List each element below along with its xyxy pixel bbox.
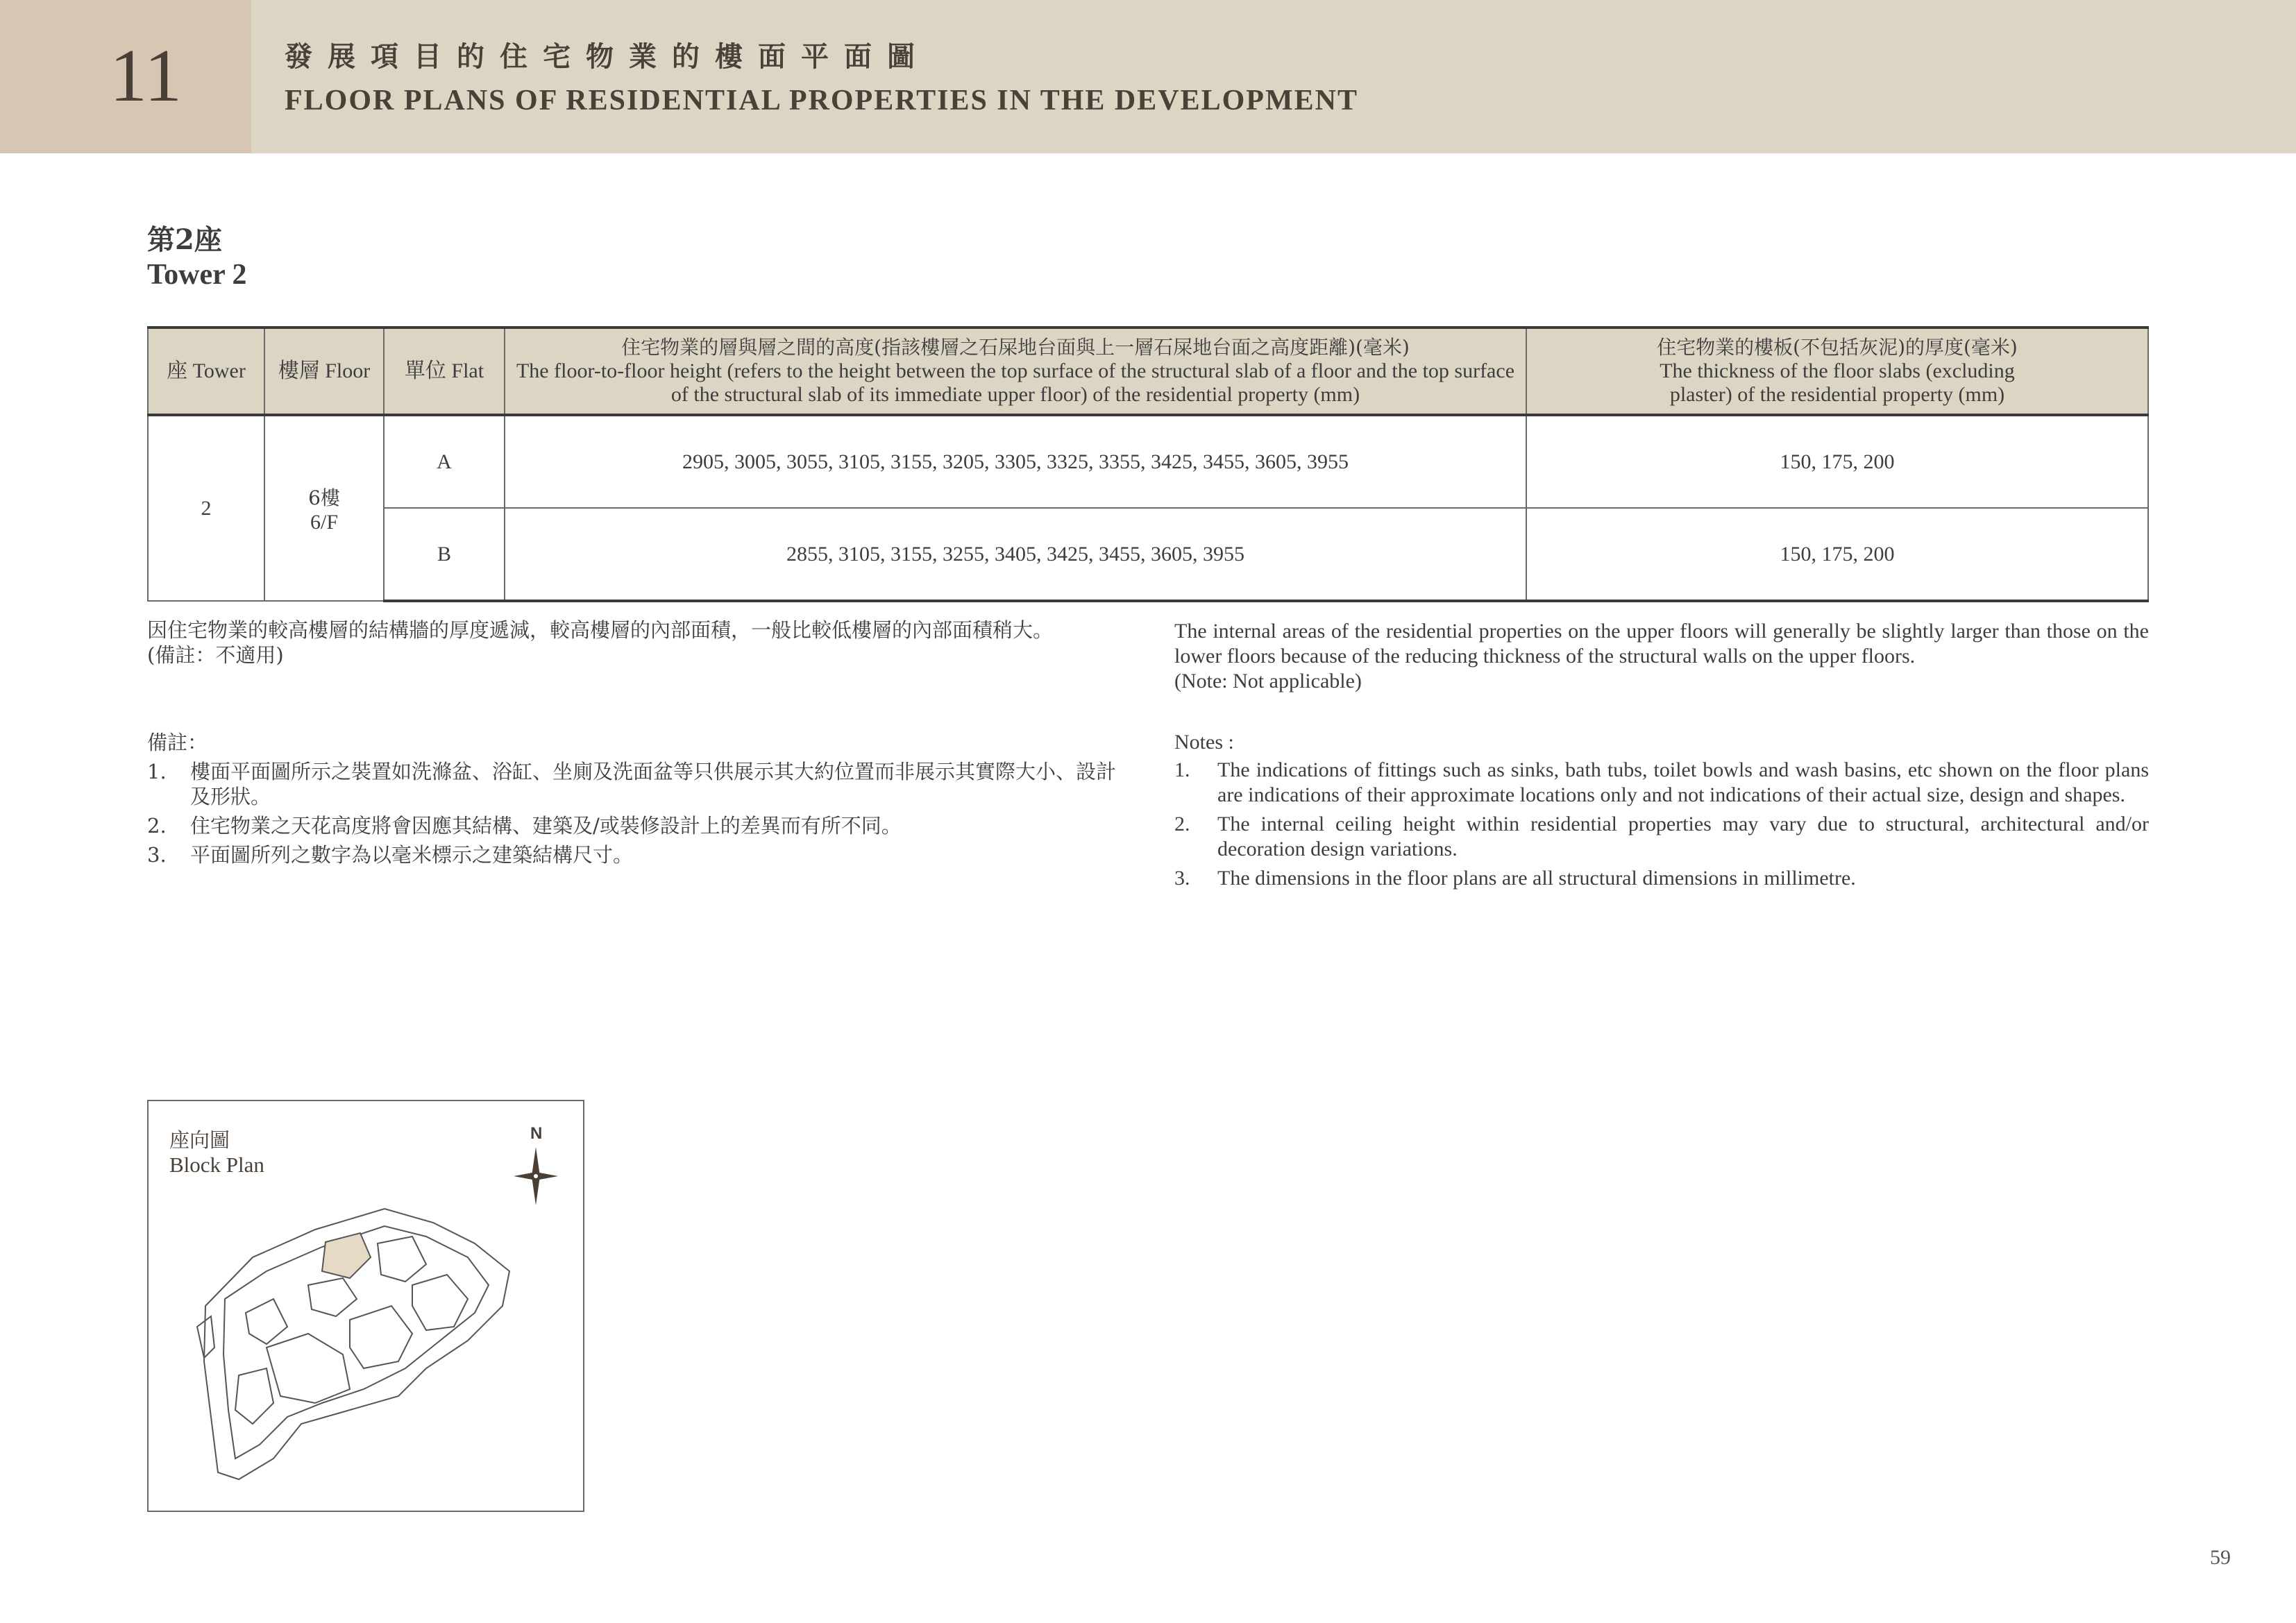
note-number: 1. (147, 760, 167, 783)
header-band (0, 0, 2296, 153)
cell-floor-en: 6/F (310, 510, 339, 534)
list-item (1174, 812, 2149, 862)
cell-thickness: 150, 175, 200 (1526, 508, 2148, 601)
cell-heights: 2905, 3005, 3055, 3105, 3155, 3205, 3305, 3325, 3355, 3425, 3455, 3605, 3955 (505, 415, 1526, 508)
cell-heights: 2855, 3105, 3155, 3255, 3405, 3425, 3455, 3605, 3955 (505, 508, 1526, 601)
header-slab-thickness-zh: 住宅物業的樓板(不包括灰泥)的厚度(毫米) (1657, 336, 2018, 359)
tower-2-highlight (322, 1233, 371, 1278)
list-item (147, 813, 1133, 838)
header-floor-height-zh: 住宅物業的層與層之間的高度(指該樓層之石屎地台面與上一層石屎地台面之高度距離)(毫米) (621, 336, 1410, 359)
tower-title-en: Tower 2 (147, 259, 247, 291)
cell-floor (264, 415, 384, 601)
header-flat: 單位 Flat (384, 328, 505, 415)
table-row (148, 508, 2148, 601)
note-text: The dimensions in the floor plans are all structural dimensions in millimetre. (1217, 867, 1856, 890)
statement-zh (147, 618, 1133, 668)
table-row (148, 415, 2148, 508)
note-text: 住宅物業之天花高度將會因應其結構、建築及/或裝修設計上的差異而有所不同。 (190, 814, 902, 838)
page-title-zh: 發展項目的住宅物業的樓面平面圖 (285, 40, 930, 73)
notes-en-heading: Notes : (1174, 731, 1234, 754)
note-text: The internal ceiling height within residential properties may vary due to structural, architectural and/or decoration design variations. (1217, 813, 2149, 860)
cell-flat: B (384, 508, 505, 601)
cell-flat: A (384, 415, 505, 508)
block-plan-box (147, 1100, 584, 1512)
block-plan-title-en: Block Plan (169, 1153, 264, 1177)
site-map (183, 1167, 516, 1493)
header-floor-height-en: The floor-to-floor height (refers to the height between the top surface of the structural slab of a floor and the top surface of the structural slab of its immediate upper floor) of the residential property (mm) (516, 359, 1515, 406)
note-text: The indications of fittings such as sinks, bath tubs, toilet bowls and wash basins, etc shown on the floor plans are indications of their approximate locations only and not indications of their actual size, design and shapes. (1217, 758, 2149, 806)
compass-icon (509, 1122, 565, 1212)
list-item (1174, 758, 2149, 808)
floor-height-table (147, 326, 2149, 602)
note-number: 3. (1174, 867, 1190, 890)
section-number: 11 (110, 35, 182, 117)
page-title-en: FLOOR PLANS OF RESIDENTIAL PROPERTIES IN THE DEVELOPMENT (285, 85, 1358, 117)
header-tower: 座 Tower (148, 328, 264, 415)
cell-floor-zh: 6樓 (308, 486, 340, 509)
cell-thickness: 150, 175, 200 (1526, 415, 2148, 508)
block-plan-title-zh: 座向圖 (169, 1128, 230, 1152)
header-floor-height (505, 328, 1526, 415)
statement-en-note: (Note: Not applicable) (1174, 670, 1362, 692)
note-number: 1. (1174, 758, 1190, 781)
notes-en (1174, 730, 2149, 895)
note-number: 3. (147, 843, 167, 867)
header-slab-thickness-en: The thickness of the floor slabs (excluding plaster) of the residential property (mm) (1660, 359, 2015, 406)
statement-en-text: The internal areas of the residential properties on the upper floors will generally be slightly larger than those on the lower floors because of the reducing thickness of the structural walls on the upper floors. (1174, 620, 2149, 668)
note-text: 樓面平面圖所示之裝置如洗滌盆、浴缸、坐廁及洗面盆等只供展示其大約位置而非展示其實際大小、設計及形狀。 (190, 760, 1117, 808)
tower-title-zh: 第2座 (147, 223, 222, 256)
north-label: N (530, 1124, 543, 1143)
list-item (147, 759, 1133, 809)
page-number: 59 (2210, 1546, 2231, 1569)
list-item (147, 842, 1133, 867)
statement-zh-line1: 因住宅物業的較高樓層的結構牆的厚度遞減，較高樓層的內部面積，一般比較低樓層的內部面積稍大。 (147, 618, 1054, 642)
notes-zh (147, 730, 1133, 872)
note-number: 2. (1174, 813, 1190, 835)
statement-zh-note: (備註：不適用) (147, 643, 284, 667)
notes-zh-heading: 備註： (147, 731, 208, 754)
table-header-row (148, 328, 2148, 415)
statement-en (1174, 619, 2149, 694)
header-floor: 樓層 Floor (264, 328, 384, 415)
list-item (1174, 866, 2149, 891)
header-slab-thickness (1526, 328, 2148, 415)
note-text: 平面圖所列之數字為以毫米標示之建築結構尺寸。 (190, 843, 634, 867)
cell-tower: 2 (148, 415, 264, 601)
note-number: 2. (147, 814, 167, 838)
